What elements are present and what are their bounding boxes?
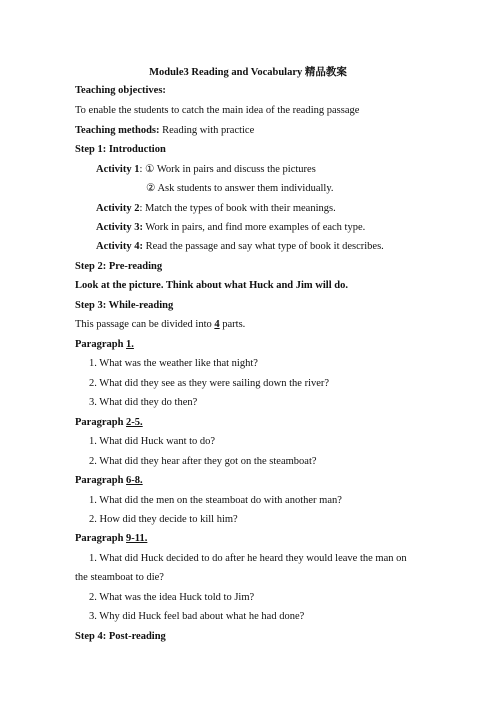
- divided-post: parts.: [219, 319, 246, 330]
- p4-question-3: 3. Why did Huck feel bad about what he had done?: [89, 611, 305, 622]
- methods-label: Teaching methods:: [75, 125, 160, 136]
- paragraph-number: 2-5.: [126, 417, 143, 428]
- page-title: Module3 Reading and Vocabulary 精品教案: [149, 67, 347, 78]
- p1-question-1: 1. What was the weather like that night?: [89, 358, 258, 369]
- p4-question-1: 1. What did Huck decided to do after he heard they would leave the man on: [89, 553, 407, 564]
- paragraph-number: 6-8.: [126, 475, 143, 486]
- paragraph-4-heading: [75, 532, 147, 545]
- paragraph-label: Paragraph: [75, 339, 127, 350]
- p1-question-2: 2. What did they see as they were sailing down the river?: [89, 378, 330, 389]
- activity2-text: : Match the types of book with their meanings.: [139, 203, 336, 214]
- activity1-label: Activity 1: [96, 164, 140, 175]
- p1-question-3: 3. What did they do then?: [89, 397, 198, 408]
- activity3-label: Activity 3:: [96, 222, 143, 233]
- activity1-line: [96, 163, 316, 176]
- divided-number: 4: [214, 319, 220, 330]
- activity3-text: Work in pairs, and find more examples of each type.: [142, 222, 366, 233]
- step3-heading: Step 3: While-reading: [75, 300, 174, 311]
- activity4-label: Activity 4:: [96, 241, 143, 252]
- step4-heading: Step 4: Post-reading: [75, 631, 166, 642]
- p3-question-1: 1. What did the men on the steamboat do with another man?: [89, 495, 342, 506]
- p3-question-2: 2. How did they decide to kill him?: [89, 514, 238, 525]
- objectives-heading: Teaching objectives:: [75, 85, 166, 96]
- activity2-line: [96, 202, 336, 215]
- paragraph-label: Paragraph: [75, 417, 127, 428]
- paragraph-1-heading: [75, 338, 134, 351]
- divided-line: [75, 318, 245, 331]
- methods-text: Reading with practice: [159, 125, 255, 136]
- activity4-line: [96, 240, 384, 253]
- p4-question-1-continued: the steamboat to die?: [75, 572, 164, 583]
- paragraph-number: 1.: [126, 339, 134, 350]
- step1-heading: Step 1: Introduction: [75, 144, 166, 155]
- activity2-label: Activity 2: [96, 203, 140, 214]
- p2-question-1: 1. What did Huck want to do?: [89, 436, 216, 447]
- p4-question-2: 2. What was the idea Huck told to Jim?: [89, 592, 255, 603]
- paragraph-number: 9-11.: [126, 533, 148, 544]
- step2-text: Look at the picture. Think about what Huck and Jim will do.: [75, 280, 348, 291]
- paragraph-3-heading: [75, 474, 143, 487]
- methods-line: [75, 124, 254, 137]
- divided-pre: This passage can be divided into: [75, 319, 215, 330]
- step2-heading: Step 2: Pre-reading: [75, 261, 163, 272]
- activity1-part2: ② Ask students to answer them individually.: [146, 183, 334, 194]
- paragraph-label: Paragraph: [75, 475, 127, 486]
- p2-question-2: 2. What did they hear after they got on the steamboat?: [89, 456, 317, 467]
- objectives-text: To enable the students to catch the main idea of the reading passage: [75, 105, 360, 116]
- paragraph-label: Paragraph: [75, 533, 127, 544]
- activity4-text: Read the passage and say what type of book it describes.: [142, 241, 384, 252]
- paragraph-2-heading: [75, 416, 143, 429]
- activity3-line: [96, 221, 365, 234]
- activity1-text: : ① Work in pairs and discuss the pictures: [139, 164, 316, 175]
